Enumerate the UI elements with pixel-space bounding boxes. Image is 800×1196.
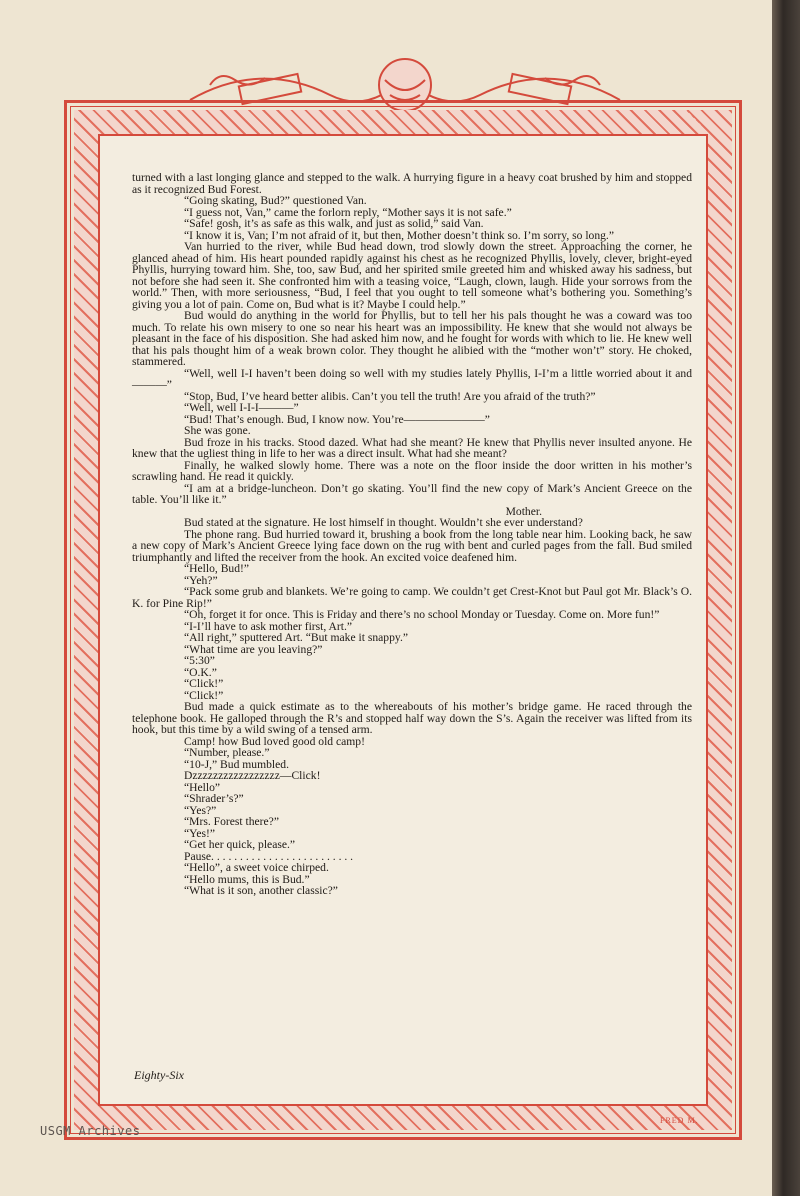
story-paragraph: “Yeh?” — [184, 573, 218, 587]
story-paragraph: “Going skating, Bud?” questioned Van. — [184, 194, 367, 207]
story-paragraph: “Click!” — [184, 677, 224, 690]
artist-signature: FRED M. — [660, 1116, 699, 1125]
story-paragraph: Bud stated at the signature. He lost himself in thought. Wouldn’t she ever understand? — [184, 516, 583, 529]
story-paragraph: “Yes?” — [184, 803, 217, 817]
story-paragraph: “Shrader’s?” — [184, 792, 244, 805]
story-paragraph: Pause. . . . . . . . . . . . . . . . . . . . . . . . . — [184, 849, 354, 863]
story-paragraph: Mother. — [505, 504, 542, 518]
story-paragraph: “I-I’ll have to ask mother first, Art.” — [184, 619, 353, 633]
story-paragraph: turned with a last longing glance and stepped to the walk. A hurrying figure in a heavy coat brushed by him and stopped as it recognized Bud Forest. — [132, 171, 692, 196]
story-paragraph: She was gone. — [184, 424, 251, 437]
story-paragraph: “Hello, Bud!” — [184, 562, 250, 575]
story-paragraph: “Stop, Bud, I’ve heard better alibis. Can’t you tell the truth! Are you afraid of the truth?” — [184, 389, 596, 403]
story-paragraph: “What time are you leaving?” — [184, 642, 323, 656]
story-paragraph: Finally, he walked slowly home. There was a note on the floor inside the door written in his mother’s scrawling hand. He read it quickly. — [132, 458, 692, 483]
story-paragraph: Dzzzzzzzzzzzzzzzzz—Click! — [184, 769, 321, 782]
archive-watermark: USGM Archives — [40, 1124, 141, 1138]
story-paragraph: Bud made a quick estimate as to the whereabouts of his mother’s bridge game. He raced through the telephone book. He galloped through the R’s and stopped half way down the S’s. Again the receiver was lifted from its hook, but this time by a wild swing of a tensed arm. — [132, 700, 692, 736]
binding-edge — [772, 0, 800, 1196]
story-paragraph: Bud froze in his tracks. Stood dazed. What had she meant? He knew that Phyllis never insulted anyone. He knew that the ugliest thing in life to her was a direct insult. What had she meant? — [132, 435, 692, 460]
story-paragraph: “Pack some grub and blankets. We’re going to camp. We couldn’t get Crest-Knot but Paul got Mr. Black’s O. K. for Pine Rip!” — [132, 585, 692, 610]
story-paragraph: “What is it son, another classic?” — [184, 884, 338, 897]
story-paragraph: “Yes!” — [184, 826, 216, 840]
story-paragraph: The phone rang. Bud hurried toward it, brushing a book from the long table near him. Looking back, he saw a new copy of Mark’s Ancient Greece lying face down on the rug with bent and curled pages from the fall. Bud smiled triumphantly and lifted the receiver from the hook. An excited voice deafened him. — [132, 527, 692, 564]
story-paragraph: “Well, well I-I haven’t been doing so well with my studies lately Phyllis, I-I’m a little worried about it and———” — [132, 366, 692, 391]
story-paragraph: “Hello” — [184, 780, 221, 794]
story-paragraph: Camp! how Bud loved good old camp! — [184, 734, 365, 748]
story-paragraph: “Mrs. Forest there?” — [184, 815, 279, 828]
story-paragraph: “All right,” sputtered Art. “But make it snappy.” — [184, 631, 408, 644]
story-paragraph: Van hurried to the river, while Bud head down, trod slowly down the street. Approaching the corner, he glanced ahead of him. His heart pounded rapidly against his chest as he recognized Phyllis, lovely, clever, bright-eyed Phyllis, hurrying toward him. She, too, saw Bud, and her spirited smile greeted him and whisked away his sadness, but not before she had seen it. She confronted him with a teasing voice, “Laugh, clown, laugh. Hide your sorrows from the world.” Then, with more seriousness, “Bud, I feel that you ought to tell someone what’s bothering you. Something’s giving you a lot of pain. Come on, Bud what is it? Maybe I could help.” — [132, 240, 692, 311]
story-paragraph: “I guess not, Van,” came the forlorn reply, “Mother says it is not safe.” — [184, 205, 512, 219]
story-paragraph: “10-J,” Bud mumbled. — [184, 757, 289, 771]
story-paragraph: “Oh, forget it for once. This is Friday and there’s no school Monday or Tuesday. Come on. More fun!” — [184, 608, 660, 621]
story-paragraph: “Click!” — [184, 688, 224, 702]
story-paragraph: “Number, please.” — [184, 746, 270, 759]
story-paragraph: “Safe! gosh, it’s as safe as this walk, and just as solid,” said Van. — [184, 217, 484, 230]
story-paragraph: “5:30” — [184, 654, 215, 667]
story-paragraph: “Hello”, a sweet voice chirped. — [184, 861, 329, 874]
story-text — [132, 172, 692, 897]
story-paragraph: “O.K.” — [184, 665, 217, 679]
story-paragraph: “Well, well I-I-I———” — [184, 401, 299, 414]
story-paragraph: “Hello mums, this is Bud.” — [184, 872, 310, 886]
story-paragraph: “Bud! That’s enough. Bud, I know now. You’re———————” — [184, 412, 490, 426]
story-paragraph: “I am at a bridge-luncheon. Don’t go skating. You’ll find the new copy of Mark’s Ancient Greece on the table. You’ll like it.” — [132, 481, 692, 506]
story-paragraph: Bud would do anything in the world for Phyllis, but to tell her his pals thought he was a coward was too much. To relate his own misery to one so near his heart was an impossibility. He knew that she would not always be pleasant in the face of his disposition. She had asked him now, and he fought for words with which to lie. He knew well that his pals thought him of a weak brown color. They thought he alibied with the “mother won’t” story. He choked, stammered. — [132, 309, 692, 368]
story-paragraph: “Get her quick, please.” — [184, 838, 296, 851]
story-paragraph: “I know it is, Van; I’m not afraid of it, but then, Mother doesn’t think so. I’m sorry, so long.” — [184, 228, 614, 242]
page-number: Eighty-Six — [134, 1068, 184, 1082]
